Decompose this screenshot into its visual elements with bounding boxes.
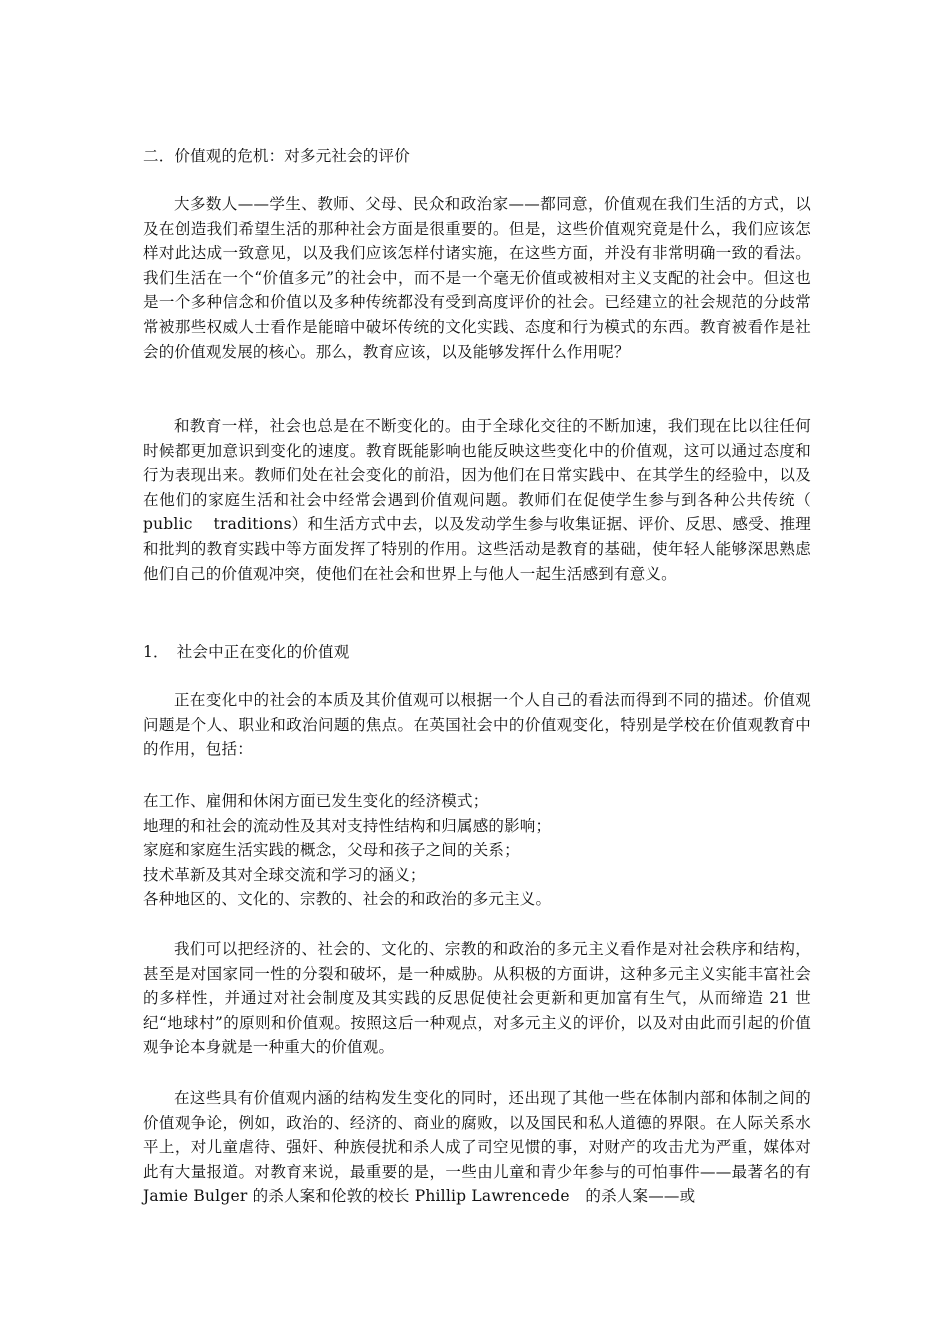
list-item: 各种地区的、文化的、宗教的、社会的和政治的多元主义。 bbox=[143, 890, 552, 909]
paragraph-5: 在这些具有价值观内涵的结构发生变化的同时，还出现了其他一些在体制内部和体制之间的价值观争论，例如，政治的、经济的、商业的腐败，以及国民和私人道德的界限。在人际关系水平上，对儿童虐待、强奸、种族侵扰和杀人成了司空见惯的事，对财产的攻击尤为严重，媒体对此有大量报道。对教育来说，最重要的是，一些由儿童和青少年参与的可怕事件——最著名的有 Jamie Bulger 的杀人案和伦敦的校长 Phillip Lawrencede 的杀人案——或 bbox=[143, 1089, 811, 1206]
list-item: 技术革新及其对全球交流和学习的涵义； bbox=[143, 865, 426, 884]
list-item: 家庭和家庭生活实践的概念，父母和孩子之间的关系； bbox=[143, 841, 520, 860]
paragraph-4: 我们可以把经济的、社会的、文化的、宗教的和政治的多元主义看作是对社会秩序和结构，甚至是对国家同一性的分裂和破坏，是一种威胁。从积极的方面讲，这种多元主义实能丰富社会的多样性，并通过对社会制度及其实践的反思促使社会更新和更加富有生气，从而缔造 21 世纪“地球村”的原则和价值观。按照这后一种观点，对多元主义的评价，以及对由此而引起的价值观争论本身就是一种重大的价值观。 bbox=[143, 940, 811, 1057]
paragraph-2: 和教育一样，社会也总是在不断变化的。由于全球化交往的不断加速，我们现在比以往任何时候都更加意识到变化的速度。教育既能影响也能反映这些变化中的价值观，这可以通过态度和行为表现出来。教师们处在社会变化的前沿，因为他们在日常实践中、在其学生的经验中，以及在他们的家庭生活和社会中经常会遇到价值观问题。教师们在促使学生参与到各种公共传统（ public traditions）和生活方式中去，以及发动学生参与收集证据、评价、反思、感受、推理和批判的教育实践中等方面发挥了特别的作用。这些活动是教育的基础，使年轻人能够深思熟虑他们自己的价值观冲突，使他们在社会和世界上与他人一起生活感到有意义。 bbox=[143, 417, 811, 583]
subheading-changing-values: 1． 社会中正在变化的价值观 bbox=[143, 643, 350, 661]
change-list bbox=[143, 789, 811, 912]
paragraph-1: 大多数人——学生、教师、父母、民众和政治家——都同意，价值观在我们生活的方式，以及在创造我们希望生活的那种社会方面是很重要的。但是，这些价值观究竟是什么，我们应该怎样对此达成一致意见，以及我们应该怎样付诸实施，在这些方面，并没有非常明确一致的看法。我们生活在一个“价值多元”的社会中，而不是一个毫无价值或被相对主义支配的社会中。但这也是一个多种信念和价值以及多种传统都没有受到高度评价的社会。已经建立的社会规范的分歧常常被那些权威人士看作是能暗中破坏传统的文化实践、态度和行为模式的东西。教育被看作是社会的价值观发展的核心。那么，教育应该，以及能够发挥什么作用呢？ bbox=[143, 195, 811, 361]
paragraph-3: 正在变化中的社会的本质及其价值观可以根据一个人自己的看法而得到不同的描述。价值观问题是个人、职业和政治问题的焦点。在英国社会中的价值观变化，特别是学校在价值观教育中的作用，包括： bbox=[143, 691, 811, 759]
list-item: 地理的和社会的流动性及其对支持性结构和归属感的影响； bbox=[143, 816, 552, 835]
list-item: 在工作、雇佣和休闲方面已发生变化的经济模式； bbox=[143, 792, 489, 810]
section-heading: 二．价值观的危机：对多元社会的评价 bbox=[143, 147, 410, 165]
